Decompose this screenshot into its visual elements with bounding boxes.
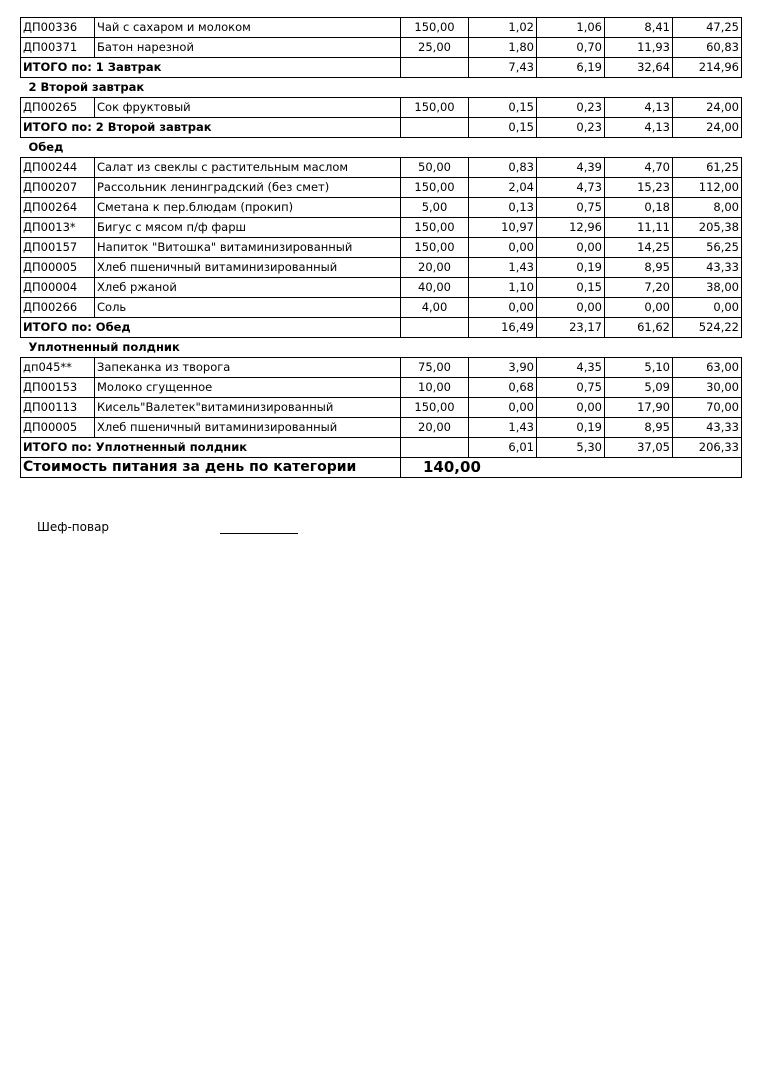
dish-code: дп045** — [21, 358, 95, 378]
dish-name: Хлеб пшеничный витаминизированный — [95, 418, 401, 438]
dish-kcal: 61,25 — [673, 158, 742, 178]
dish-code: ДП00266 — [21, 298, 95, 318]
dish-fat: 4,39 — [537, 158, 605, 178]
dish-code: ДП00207 — [21, 178, 95, 198]
dish-code: ДП00264 — [21, 198, 95, 218]
dish-carbs: 5,09 — [605, 378, 673, 398]
dish-kcal: 205,38 — [673, 218, 742, 238]
total-kcal: 206,33 — [673, 438, 742, 458]
menu-table — [20, 17, 742, 478]
dish-protein: 0,68 — [469, 378, 537, 398]
dish-kcal: 60,83 — [673, 38, 742, 58]
dish-name: Рассольник ленинградский (без смет) — [95, 178, 401, 198]
dish-name: Хлеб пшеничный витаминизированный — [95, 258, 401, 278]
dish-code: ДП00005 — [21, 418, 95, 438]
section-total-row — [21, 438, 742, 458]
dish-code: ДП00244 — [21, 158, 95, 178]
total-weight-empty — [401, 438, 469, 458]
dish-fat: 0,19 — [537, 258, 605, 278]
dish-kcal: 8,00 — [673, 198, 742, 218]
dish-kcal: 24,00 — [673, 98, 742, 118]
dish-carbs: 17,90 — [605, 398, 673, 418]
total-carbs: 37,05 — [605, 438, 673, 458]
dish-name: Запеканка из творога — [95, 358, 401, 378]
dish-weight: 25,00 — [401, 38, 469, 58]
total-fat: 0,23 — [537, 118, 605, 138]
dish-name: Чай с сахаром и молоком — [95, 18, 401, 38]
dish-kcal: 70,00 — [673, 398, 742, 418]
dish-weight: 75,00 — [401, 358, 469, 378]
dish-weight: 40,00 — [401, 278, 469, 298]
dish-carbs: 11,93 — [605, 38, 673, 58]
dish-weight: 20,00 — [401, 418, 469, 438]
chef-signature-label: Шеф-повар — [37, 520, 110, 534]
section-title: Обед — [28, 140, 64, 154]
table-row — [21, 18, 742, 38]
dish-name: Молоко сгущенное — [95, 378, 401, 398]
dish-protein: 1,02 — [469, 18, 537, 38]
dish-carbs: 5,10 — [605, 358, 673, 378]
dish-protein: 2,04 — [469, 178, 537, 198]
table-row — [21, 398, 742, 418]
total-kcal: 24,00 — [673, 118, 742, 138]
dish-protein: 1,80 — [469, 38, 537, 58]
dish-weight: 150,00 — [401, 98, 469, 118]
dish-name: Сок фруктовый — [95, 98, 401, 118]
dish-protein: 1,43 — [469, 258, 537, 278]
dish-carbs: 7,20 — [605, 278, 673, 298]
section-total-row — [21, 118, 742, 138]
dish-carbs: 0,18 — [605, 198, 673, 218]
section-total-row — [21, 58, 742, 78]
dish-carbs: 8,95 — [605, 418, 673, 438]
dish-kcal: 30,00 — [673, 378, 742, 398]
dish-fat: 1,06 — [537, 18, 605, 38]
section-header — [21, 338, 742, 358]
dish-code: ДП00153 — [21, 378, 95, 398]
dish-fat: 0,19 — [537, 418, 605, 438]
dish-protein: 0,13 — [469, 198, 537, 218]
table-row — [21, 98, 742, 118]
dish-carbs: 14,25 — [605, 238, 673, 258]
dish-weight: 150,00 — [401, 18, 469, 38]
dish-weight: 50,00 — [401, 158, 469, 178]
dish-carbs: 15,23 — [605, 178, 673, 198]
section-title: Уплотненный полдник — [28, 340, 180, 354]
dish-carbs: 0,00 — [605, 298, 673, 318]
dish-weight: 150,00 — [401, 238, 469, 258]
dish-carbs: 8,41 — [605, 18, 673, 38]
dish-fat: 4,35 — [537, 358, 605, 378]
dish-weight: 150,00 — [401, 178, 469, 198]
dish-code: ДП00113 — [21, 398, 95, 418]
dish-protein: 1,10 — [469, 278, 537, 298]
total-weight-empty — [401, 58, 469, 78]
dish-kcal: 56,25 — [673, 238, 742, 258]
dish-fat: 0,00 — [537, 298, 605, 318]
dish-kcal: 47,25 — [673, 18, 742, 38]
dish-protein: 0,00 — [469, 238, 537, 258]
table-row — [21, 358, 742, 378]
dish-kcal: 43,33 — [673, 258, 742, 278]
total-protein: 7,43 — [469, 58, 537, 78]
grand-total-label: Стоимость питания за день по категории — [21, 458, 401, 478]
total-label: ИТОГО по: Обед — [21, 318, 401, 338]
dish-kcal: 0,00 — [673, 298, 742, 318]
total-label: ИТОГО по: 2 Второй завтрак — [21, 118, 401, 138]
total-weight-empty — [401, 118, 469, 138]
total-label: ИТОГО по: 1 Завтрак — [21, 58, 401, 78]
dish-fat: 4,73 — [537, 178, 605, 198]
table-row — [21, 218, 742, 238]
dish-fat: 12,96 — [537, 218, 605, 238]
dish-fat: 0,23 — [537, 98, 605, 118]
total-kcal: 524,22 — [673, 318, 742, 338]
table-row — [21, 278, 742, 298]
dish-carbs: 8,95 — [605, 258, 673, 278]
section-header — [21, 138, 742, 158]
dish-kcal: 63,00 — [673, 358, 742, 378]
dish-name: Кисель"Валетек"витаминизированный — [95, 398, 401, 418]
total-carbs: 4,13 — [605, 118, 673, 138]
total-carbs: 32,64 — [605, 58, 673, 78]
dish-fat: 0,70 — [537, 38, 605, 58]
table-row — [21, 38, 742, 58]
dish-protein: 10,97 — [469, 218, 537, 238]
dish-carbs: 4,70 — [605, 158, 673, 178]
dish-code: ДП00371 — [21, 38, 95, 58]
section-total-row — [21, 318, 742, 338]
table-row — [21, 238, 742, 258]
dish-kcal: 43,33 — [673, 418, 742, 438]
dish-name: Напиток "Витошка" витаминизированный — [95, 238, 401, 258]
total-fat: 23,17 — [537, 318, 605, 338]
dish-fat: 0,00 — [537, 238, 605, 258]
dish-code: ДП00004 — [21, 278, 95, 298]
dish-fat: 0,75 — [537, 198, 605, 218]
dish-name: Соль — [95, 298, 401, 318]
dish-kcal: 38,00 — [673, 278, 742, 298]
dish-weight: 150,00 — [401, 398, 469, 418]
table-row — [21, 158, 742, 178]
section-title: 2 Второй завтрак — [28, 80, 145, 94]
dish-code: ДП0013* — [21, 218, 95, 238]
dish-kcal: 112,00 — [673, 178, 742, 198]
table-row — [21, 178, 742, 198]
dish-protein: 0,15 — [469, 98, 537, 118]
total-protein: 16,49 — [469, 318, 537, 338]
dish-carbs: 4,13 — [605, 98, 673, 118]
dish-weight: 150,00 — [401, 218, 469, 238]
dish-name: Сметана к пер.блюдам (прокип) — [95, 198, 401, 218]
table-row — [21, 198, 742, 218]
table-row — [21, 418, 742, 438]
total-fat: 5,30 — [537, 438, 605, 458]
total-protein: 6,01 — [469, 438, 537, 458]
dish-code: ДП00157 — [21, 238, 95, 258]
total-weight-empty — [401, 318, 469, 338]
table-row — [21, 378, 742, 398]
dish-weight: 5,00 — [401, 198, 469, 218]
total-fat: 6,19 — [537, 58, 605, 78]
total-label: ИТОГО по: Уплотненный полдник — [21, 438, 401, 458]
table-row — [21, 298, 742, 318]
grand-total-value: 140,00 — [401, 458, 742, 478]
dish-carbs: 11,11 — [605, 218, 673, 238]
dish-protein: 0,83 — [469, 158, 537, 178]
total-carbs: 61,62 — [605, 318, 673, 338]
dish-code: ДП00336 — [21, 18, 95, 38]
dish-weight: 20,00 — [401, 258, 469, 278]
total-kcal: 214,96 — [673, 58, 742, 78]
dish-fat: 0,00 — [537, 398, 605, 418]
dish-fat: 0,75 — [537, 378, 605, 398]
signature-line — [220, 533, 298, 534]
dish-name: Бигус с мясом п/ф фарш — [95, 218, 401, 238]
dish-weight: 10,00 — [401, 378, 469, 398]
dish-name: Салат из свеклы с растительным маслом — [95, 158, 401, 178]
dish-fat: 0,15 — [537, 278, 605, 298]
dish-name: Хлеб ржаной — [95, 278, 401, 298]
section-header — [21, 78, 742, 98]
dish-protein: 3,90 — [469, 358, 537, 378]
dish-protein: 0,00 — [469, 298, 537, 318]
dish-protein: 0,00 — [469, 398, 537, 418]
dish-code: ДП00005 — [21, 258, 95, 278]
dish-protein: 1,43 — [469, 418, 537, 438]
dish-weight: 4,00 — [401, 298, 469, 318]
menu-document — [20, 17, 741, 478]
dish-name: Батон нарезной — [95, 38, 401, 58]
dish-code: ДП00265 — [21, 98, 95, 118]
table-row — [21, 258, 742, 278]
grand-total-row — [21, 458, 742, 478]
total-protein: 0,15 — [469, 118, 537, 138]
